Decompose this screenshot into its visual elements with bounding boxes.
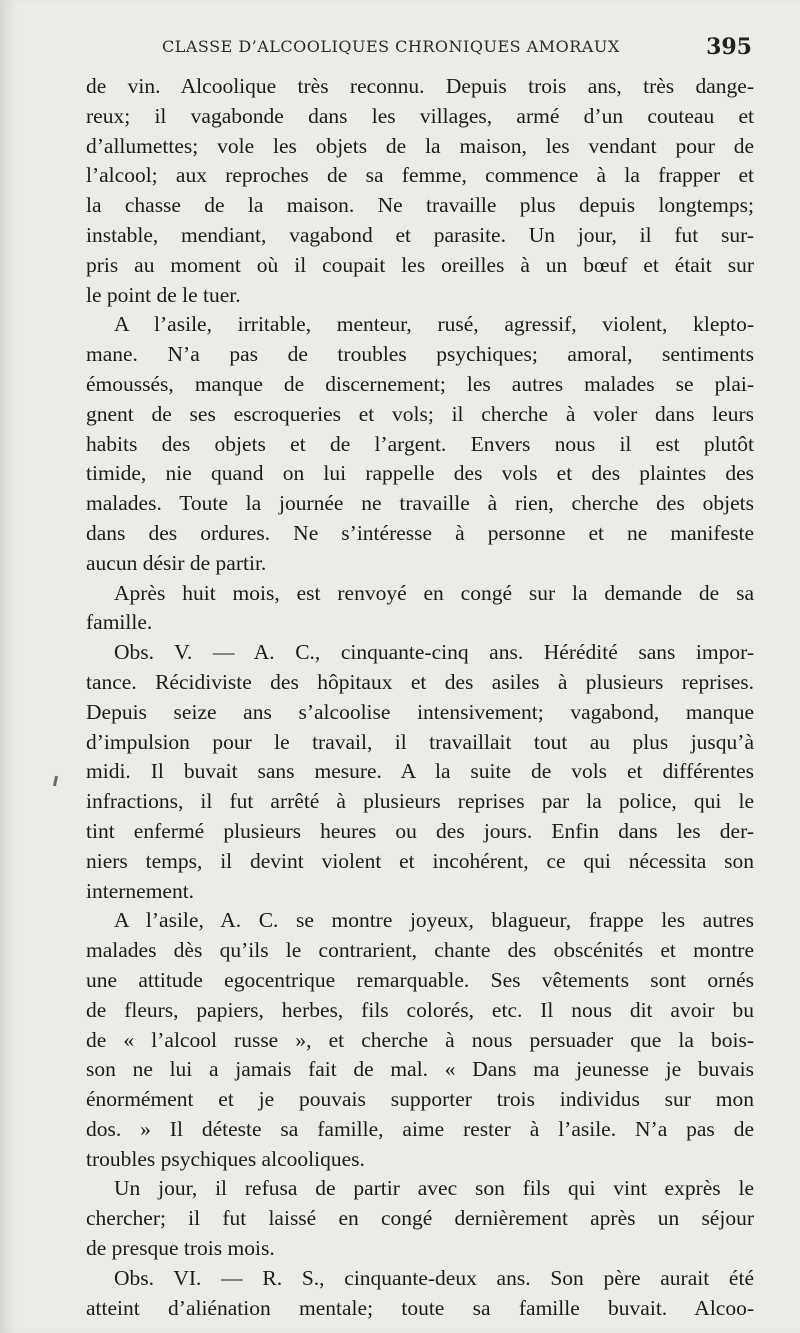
text-line: de vin. Alcoolique très reconnu. Depuis trois ans, très dange-: [86, 74, 754, 98]
text-line: malades dès qu’ils le contrarient, chante des obscénités et montre: [86, 938, 754, 963]
text-line: infractions, il fut arrêté à plusieurs reprises par la police, qui le: [86, 789, 754, 814]
text-line: mane. N’a pas de troubles psychiques; amoral, sentiments: [86, 342, 754, 367]
text-line: Obs. V. — A. C., cinquante-cinq ans. Hérédité sans impor-: [114, 640, 754, 665]
text-line: le point de le tuer.: [86, 282, 241, 307]
text-line: d’impulsion pour le travail, il travaillait tout au plus jusqu’à: [86, 729, 754, 754]
text-line: énormément et je pouvais supporter trois individus sur mon: [86, 1087, 754, 1112]
text-line: l’alcool; aux reproches de sa femme, commence à la frapper et: [86, 163, 754, 188]
text-line: pris au moment où il coupait les oreilles à un bœuf et était sur: [86, 252, 754, 277]
running-head: CLASSE D’ALCOOLIQUES CHRONIQUES AMORAUX: [162, 37, 620, 56]
text-line: Un jour, il refusa de partir avec son fils qui vint exprès le: [114, 1176, 754, 1201]
text-line: une attitude egocentrique remarquable. Ses vêtements sont ornés: [86, 967, 754, 992]
text-line: instable, mendiant, vagabond et parasite. Un jour, il fut sur-: [86, 222, 754, 247]
text-line: atteint d’aliénation mentale; toute sa famille buvait. Alcoo-: [86, 1295, 754, 1320]
text-line: tance. Récidiviste des hôpitaux et des asiles à plusieurs reprises.: [86, 669, 754, 694]
text-line: famille.: [86, 610, 153, 635]
text-line: dos. » Il déteste sa famille, aime rester à l’asile. N’a pas de: [86, 1116, 754, 1141]
text-line: malades. Toute la journée ne travaille à rien, cherche des objets: [86, 491, 754, 516]
text-line: Obs. VI. — R. S., cinquante-deux ans. Son père aurait été: [114, 1265, 754, 1290]
text-line: habits des objets et de l’argent. Envers nous il est plutôt: [86, 431, 754, 456]
text-line: aucun désir de partir.: [86, 550, 267, 575]
text-line: A l’asile, irritable, menteur, rusé, agressif, violent, klepto-: [114, 312, 754, 337]
text-line: timide, nie quand on lui rappelle des vols et des plaintes des: [86, 461, 754, 486]
text-line: troubles psychiques alcooliques.: [86, 1146, 365, 1171]
text-line: niers temps, il devint violent et incohérent, ce qui nécessita son: [86, 848, 754, 873]
margin-mark: [53, 776, 58, 786]
text-line: A l’asile, A. C. se montre joyeux, blagueur, frappe les autres: [114, 908, 754, 933]
page-header: [162, 34, 752, 70]
text-line: Après huit mois, est renvoyé en congé sur la demande de sa: [114, 580, 754, 605]
text-line: son ne lui a jamais fait de mal. « Dans ma jeunesse je buvais: [86, 1057, 754, 1082]
text-line: de « l’alcool russe », et cherche à nous persuader que la bois-: [86, 1027, 754, 1052]
text-line: chercher; il fut laissé en congé dernièrement après un séjour: [86, 1206, 754, 1231]
text-line: de presque trois mois.: [86, 1236, 275, 1261]
text-line: émoussés, manque de discernement; les autres malades se plai-: [86, 371, 754, 396]
text-line: reux; il vagabonde dans les villages, armé d’un couteau et: [86, 103, 754, 128]
text-line: internement.: [86, 878, 195, 903]
text-line: de fleurs, papiers, herbes, fils colorés, etc. Il nous dit avoir bu: [86, 997, 754, 1022]
text-line: gnent de ses escroqueries et vols; il cherche à voler dans leurs: [86, 401, 754, 426]
text-line: Depuis seize ans s’alcoolise intensivement; vagabond, manque: [86, 699, 754, 724]
text-line: dans des ordures. Ne s’intéresse à personne et ne manifeste: [86, 520, 754, 545]
text-line: midi. Il buvait sans mesure. A la suite de vols et différentes: [86, 759, 754, 784]
page-number: 395: [706, 34, 752, 60]
text-line: tint enfermé plusieurs heures ou des jours. Enfin dans les der-: [86, 818, 754, 843]
text-line: la chasse de la maison. Ne travaille plus depuis longtemps;: [86, 193, 754, 218]
body-text: [86, 72, 754, 1323]
text-line: d’allumettes; vole les objets de la maison, les vendant pour de: [86, 133, 754, 158]
